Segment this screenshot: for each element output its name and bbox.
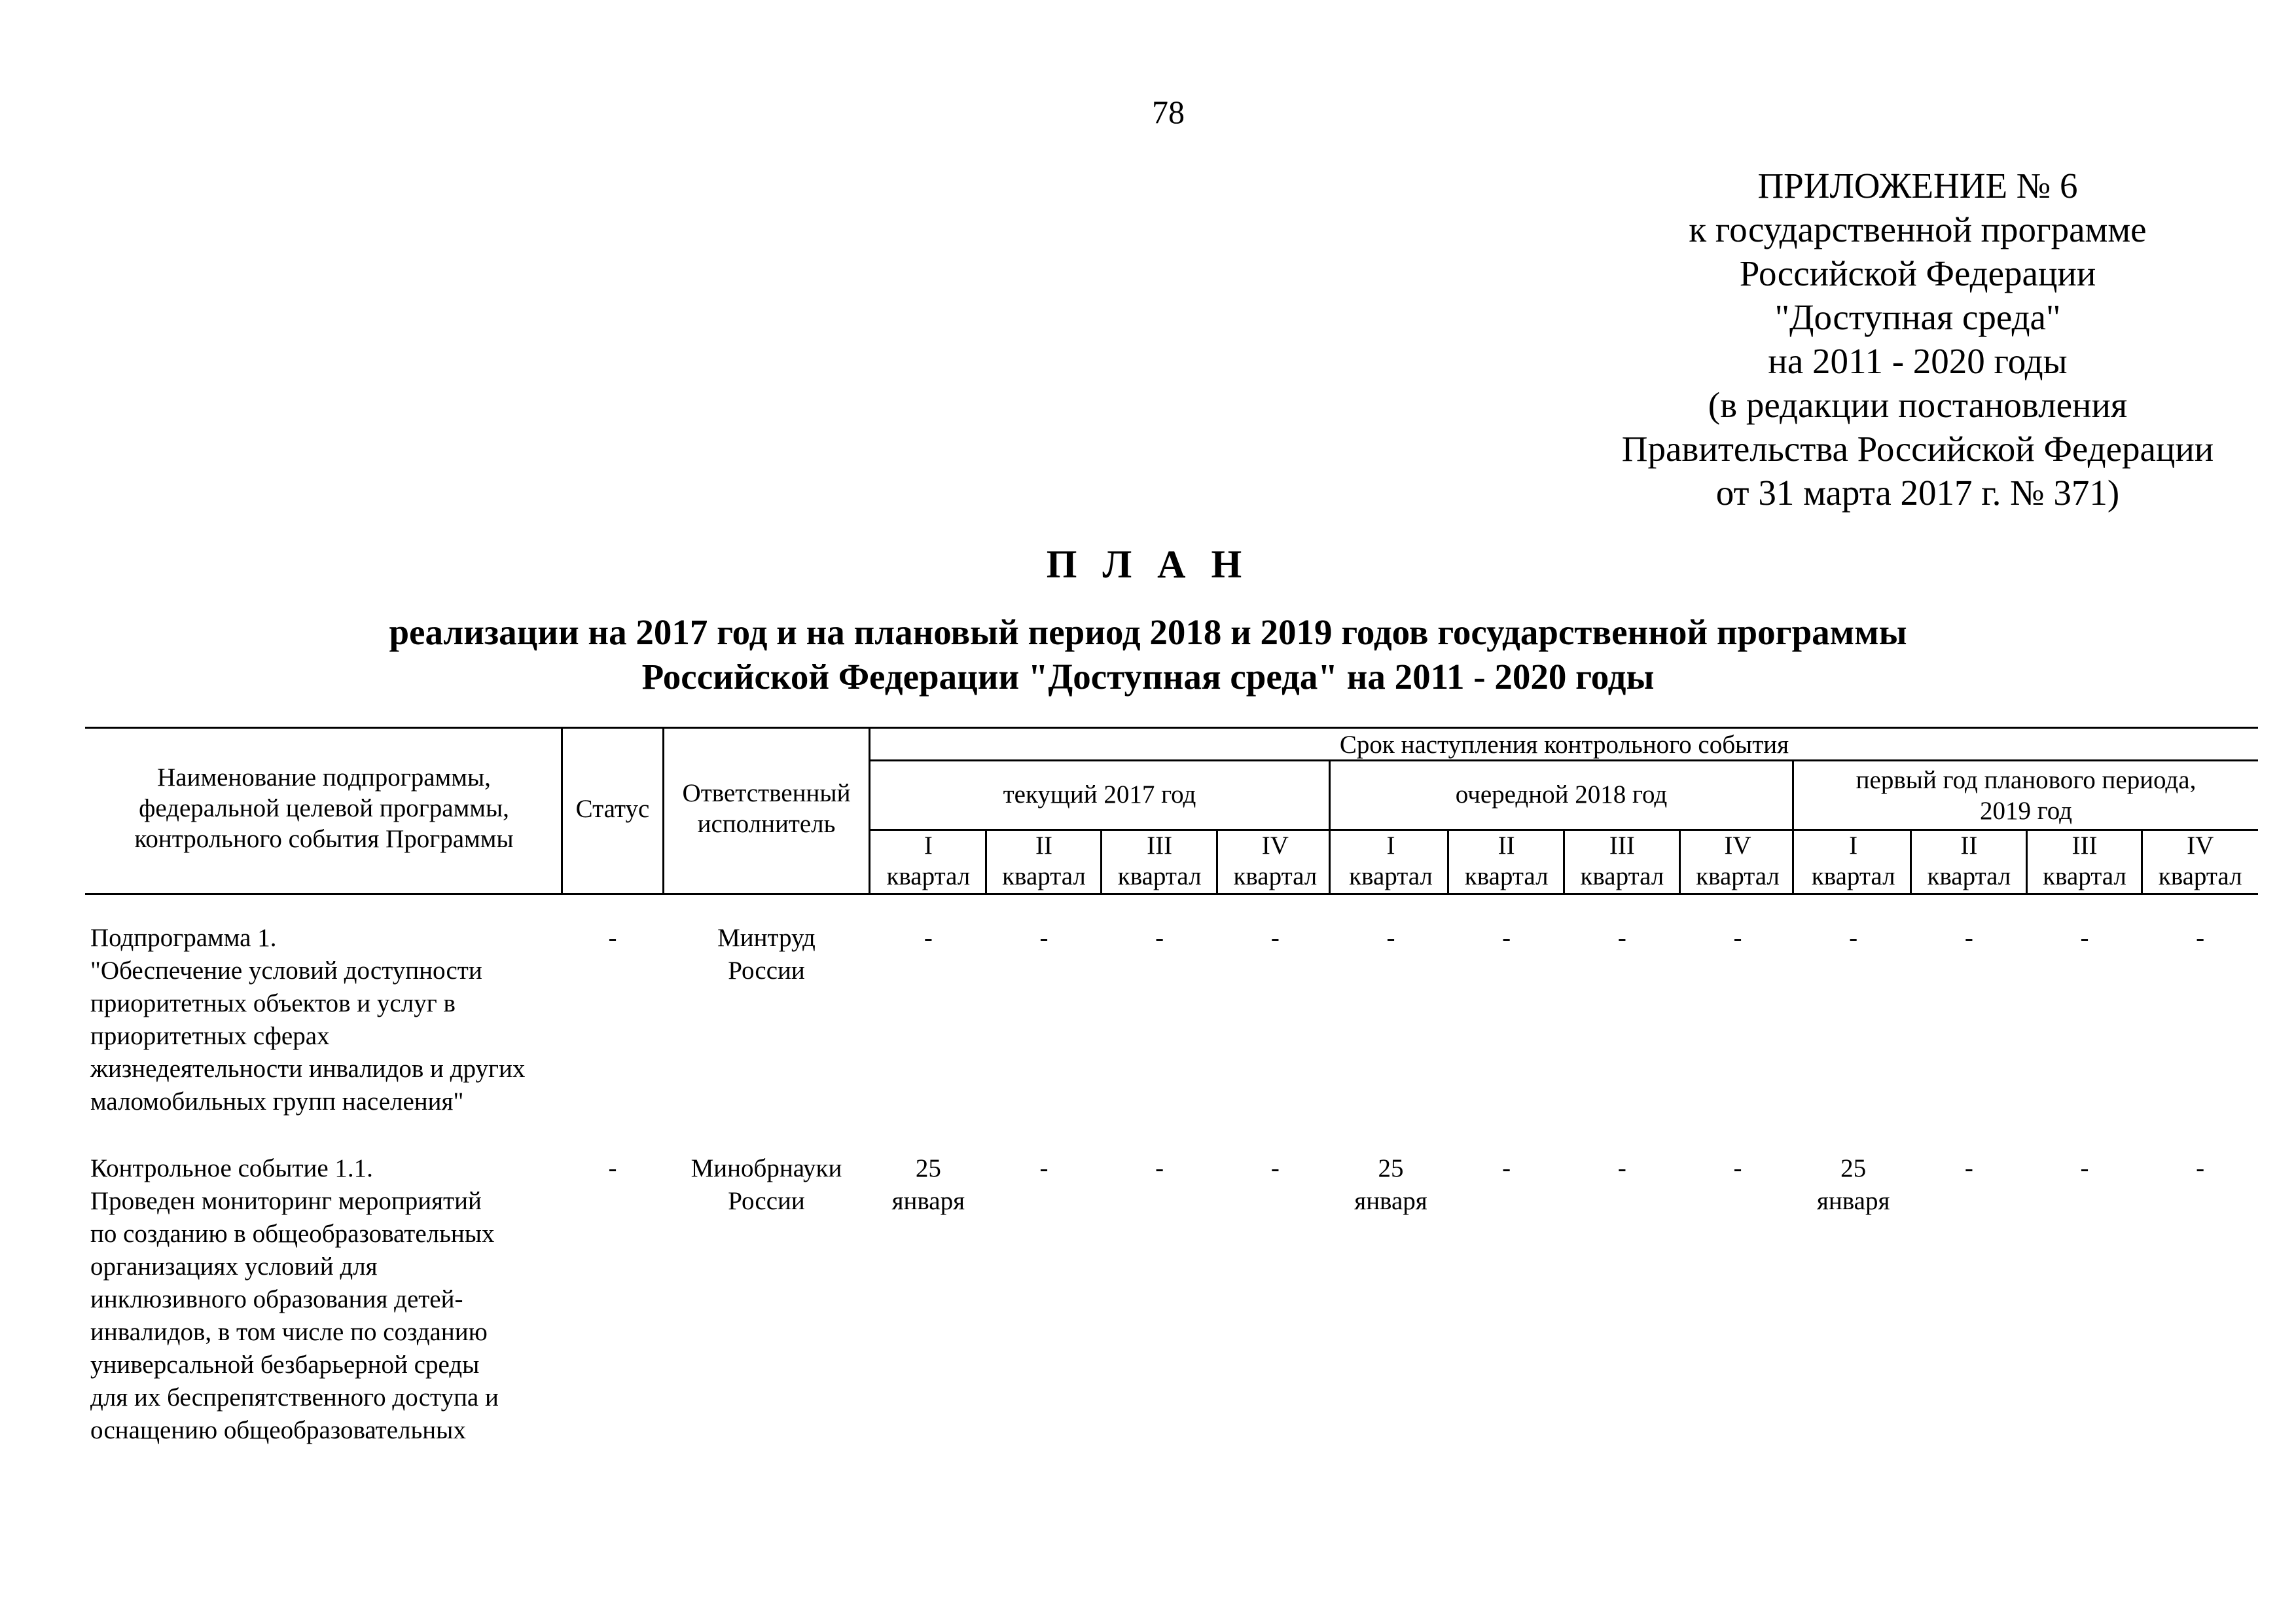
row-quarter-value: - <box>2080 1154 2089 1182</box>
header-quarter: II квартал <box>1927 831 2011 890</box>
column-divider <box>1792 759 1794 895</box>
header-name-column: Наименование подпрограммы, федеральной целевой программы, контрольного события Программы <box>134 763 514 853</box>
header-quarter: III квартал <box>1117 831 1202 890</box>
row-quarter-value: - <box>2080 924 2089 952</box>
row-quarter-value: - <box>1502 924 1511 952</box>
row-quarter-value: - <box>1270 1154 1280 1182</box>
row-quarter-value: - <box>1964 1154 1973 1182</box>
appendix-line: от 31 марта 2017 г. № 371) <box>1715 473 2120 513</box>
column-divider <box>869 727 870 895</box>
row-quarter-value: - <box>1039 924 1049 952</box>
row-quarter-value: - <box>1039 1154 1049 1182</box>
page-number: 78 <box>1152 94 1185 130</box>
row-status: - <box>608 1154 617 1182</box>
appendix-line: "Доступная среда" <box>1774 297 2061 337</box>
header-year-2018: очередной 2018 год <box>1455 780 1668 809</box>
row-quarter-value: - <box>1502 1154 1511 1182</box>
plan-title: П Л А Н <box>1046 543 1250 586</box>
row-quarter-value: - <box>2196 1154 2205 1182</box>
appendix-line: Российской Федерации <box>1739 253 2096 293</box>
quarter-divider <box>1216 829 1218 895</box>
quarter-divider <box>1910 829 1912 895</box>
row-name: Контрольное событие 1.1. Проведен мониторинг мероприятий по созданию в общеобразовательных организациях условий для инклюзивного образования детей- инвалидов, в том числе по созданию универсальной безбарьерной среды для их беспрепятственного доступа и оснащению общеобразовательных <box>90 1154 499 1444</box>
plan-subtitle-line: реализации на 2017 год и на плановый период 2018 и 2019 годов государственной программы <box>389 612 1907 652</box>
quarter-divider <box>1447 829 1449 895</box>
header-executor-column: Ответственный исполнитель <box>682 779 851 838</box>
table-header-bottom-border <box>85 893 2258 895</box>
column-divider <box>561 727 563 895</box>
header-quarter: II квартал <box>1002 831 1086 890</box>
row-quarter-value: - <box>1964 924 1973 952</box>
header-quarter: I квартал <box>886 831 971 890</box>
quarter-divider <box>2026 829 2028 895</box>
row-executor: Минобрнауки России <box>691 1154 842 1215</box>
column-divider <box>662 727 664 895</box>
row-quarter-value: 25 января <box>1816 1154 1890 1215</box>
header-year-2019: первый год планового периода, 2019 год <box>1856 766 2197 825</box>
row-quarter-value: - <box>2196 924 2205 952</box>
header-status-column: Статус <box>575 795 650 823</box>
row-quarter-value: - <box>1386 924 1395 952</box>
quarter-divider <box>2141 829 2143 895</box>
quarter-divider <box>1563 829 1565 895</box>
table-top-border <box>85 727 2258 729</box>
year-divider <box>869 829 2258 831</box>
row-quarter-value: - <box>1733 924 1742 952</box>
quarter-divider <box>1100 829 1102 895</box>
row-quarter-value: 25 января <box>1354 1154 1427 1215</box>
row-quarter-value: - <box>1733 1154 1742 1182</box>
row-quarter-value: - <box>1617 924 1626 952</box>
quarter-divider <box>1679 829 1681 895</box>
header-quarter: IV квартал <box>2158 831 2242 890</box>
appendix-line: ПРИЛОЖЕНИЕ № 6 <box>1757 166 2078 206</box>
row-quarter-value: - <box>1849 924 1858 952</box>
row-quarter-value: - <box>924 924 933 952</box>
header-quarter: II квартал <box>1464 831 1549 890</box>
row-quarter-value: - <box>1155 1154 1164 1182</box>
appendix-line: Правительства Российской Федерации <box>1621 429 2214 469</box>
row-quarter-value: - <box>1155 924 1164 952</box>
header-year-2017: текущий 2017 год <box>1003 780 1196 809</box>
appendix-line: на 2011 - 2020 годы <box>1768 341 2068 381</box>
header-quarter: I квартал <box>1349 831 1433 890</box>
row-quarter-value: - <box>1617 1154 1626 1182</box>
column-divider <box>1329 759 1331 895</box>
header-quarter: III квартал <box>1580 831 1664 890</box>
header-quarter: IV квартал <box>1233 831 1318 890</box>
header-quarter: III квартал <box>2043 831 2126 890</box>
row-name: Подпрограмма 1. "Обеспечение условий доступности приоритетных объектов и услуг в приоритетных сферах жизнедеятельности инвалидов и других маломобильных групп населения" <box>90 924 526 1116</box>
plan-subtitle-line: Российской Федерации "Доступная среда" на 2011 - 2020 годы <box>641 657 1655 697</box>
header-deadline-group: Срок наступления контрольного события <box>1339 731 1789 759</box>
row-quarter-value: - <box>1270 924 1280 952</box>
appendix-line: (в редакции постановления <box>1708 385 2128 425</box>
deadline-group-divider <box>869 759 2258 761</box>
plan-subtitle <box>0 610 2296 699</box>
appendix-line: к государственной программе <box>1689 210 2147 249</box>
quarter-divider <box>985 829 987 895</box>
header-quarter: IV квартал <box>1696 831 1780 890</box>
row-status: - <box>608 924 617 952</box>
header-quarter: I квартал <box>1811 831 1895 890</box>
appendix-heading <box>1584 164 2251 515</box>
row-executor: Минтруд России <box>717 924 816 985</box>
row-quarter-value: 25 января <box>891 1154 965 1215</box>
